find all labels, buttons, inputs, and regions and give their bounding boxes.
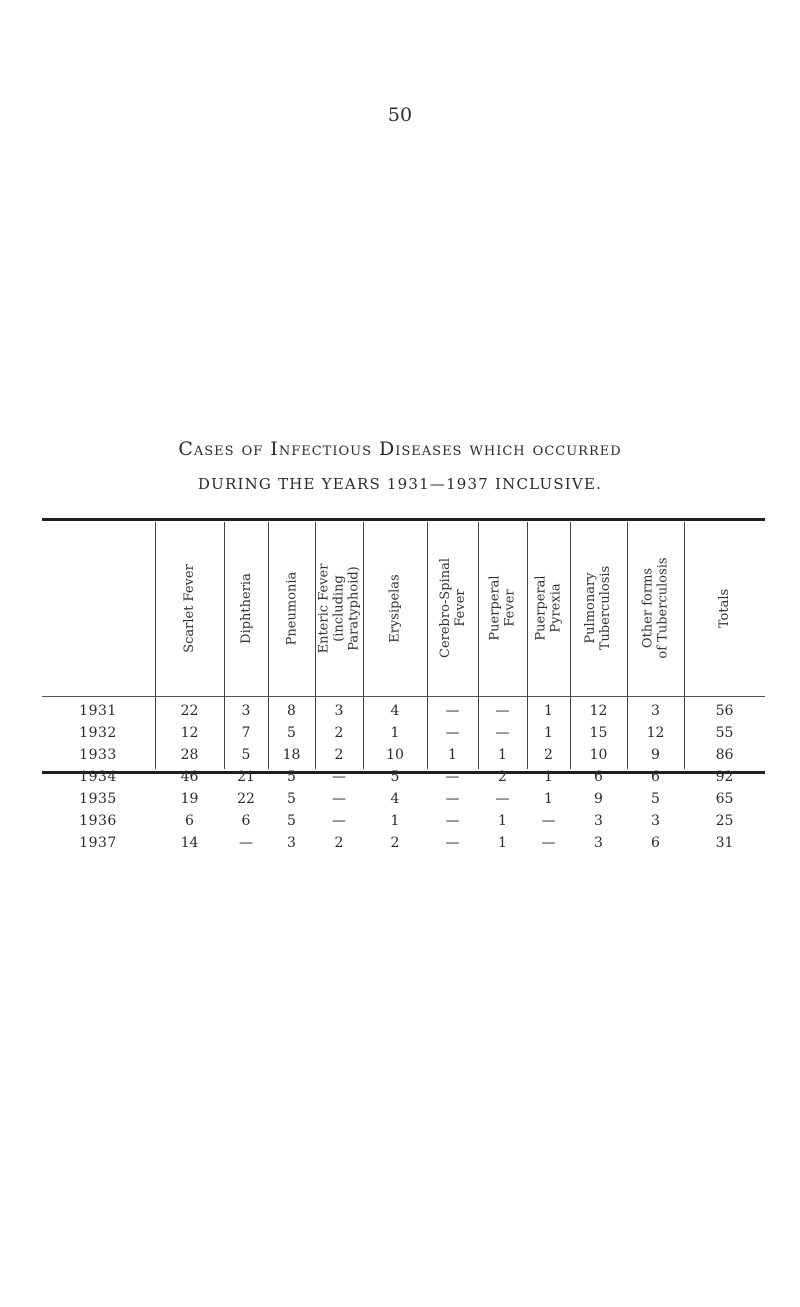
table-cell-diphtheria: 5: [241, 747, 251, 763]
table-cell-pneumonia: 18: [282, 747, 301, 763]
table-cell-cerebro-spinal-fever: 1: [448, 747, 457, 763]
row-year: 1937: [79, 835, 117, 851]
column-header-line: Paratyphoid): [346, 565, 362, 651]
row-year: 1936: [79, 813, 117, 829]
column-header-line: Other forms: [640, 567, 656, 649]
column-header-enteric-fever: [315, 522, 363, 694]
table-cell-cerebro-spinal-fever: —: [445, 703, 460, 719]
row-year: 1933: [79, 747, 117, 763]
column-header-line: Enteric Fever: [316, 563, 332, 653]
table-cell-other-tuberculosis: 12: [646, 725, 665, 741]
table-cell-totals: 56: [715, 703, 734, 719]
column-header-line: Pneumonia: [284, 571, 299, 645]
table-cell-pneumonia: 3: [287, 835, 296, 851]
column-header-line: Fever: [452, 589, 468, 627]
table-cell-pulmonary-tuberculosis: 3: [594, 813, 603, 829]
table-top-rule: [42, 518, 765, 521]
table-cell-scarlet-fever: 46: [180, 769, 199, 785]
table-cell-pulmonary-tuberculosis: 9: [594, 791, 603, 807]
table-title: Cases of Infectious Diseases which occurred: [178, 438, 622, 460]
column-header-label: [239, 573, 254, 644]
table-cell-erysipelas: 4: [390, 791, 400, 807]
table-cell-diphtheria: 21: [237, 769, 255, 785]
table-cell-scarlet-fever: 19: [180, 791, 199, 807]
column-header-line: Scarlet Fever: [182, 563, 197, 653]
column-header-scarlet-fever: [155, 522, 224, 694]
table-cell-pneumonia: 8: [287, 703, 296, 719]
row-year: 1935: [79, 791, 117, 807]
table-cell-puerperal-pyrexia: 1: [544, 791, 553, 807]
table-cell-other-tuberculosis: 3: [651, 703, 660, 719]
table-cell-pulmonary-tuberculosis: 10: [589, 747, 608, 763]
table-cell-puerperal-pyrexia: 2: [544, 747, 553, 763]
column-header-puerperal-fever: [478, 522, 527, 694]
table-cell-enteric-fever: 2: [334, 747, 344, 763]
table-cell-diphtheria: 7: [241, 725, 251, 741]
column-header-totals: [684, 522, 765, 694]
column-header-line: Erysipelas: [387, 573, 403, 643]
table-cell-enteric-fever: —: [332, 791, 346, 807]
table-cell-pneumonia: 5: [287, 725, 296, 741]
column-header-label: [584, 566, 614, 650]
table-cell-scarlet-fever: 12: [180, 725, 199, 741]
table-cell-scarlet-fever: 28: [180, 747, 199, 763]
table-cell-other-tuberculosis: 6: [651, 769, 660, 785]
table-cell-pneumonia: 5: [287, 791, 296, 807]
column-header-label: [488, 575, 518, 640]
table-cell-puerperal-fever: 1: [498, 747, 507, 763]
table-cell-other-tuberculosis: 6: [651, 835, 660, 851]
column-header-line: Pulmonary: [583, 572, 599, 644]
table-cell-erysipelas: 1: [390, 725, 400, 741]
column-header-label: [182, 564, 197, 653]
table-cell-puerperal-fever: 2: [498, 769, 507, 785]
header-divider-rule: [42, 696, 765, 697]
table-cell-puerperal-fever: —: [495, 791, 510, 807]
table-cell-other-tuberculosis: 9: [651, 747, 660, 763]
column-header-pneumonia: [268, 522, 315, 694]
table-cell-enteric-fever: —: [332, 769, 346, 785]
table-cell-diphtheria: —: [239, 835, 253, 851]
column-header-line: Tuberculosis: [598, 565, 614, 651]
column-header-line: Fever: [502, 589, 518, 627]
table-cell-other-tuberculosis: 3: [651, 813, 660, 829]
table-cell-cerebro-spinal-fever: —: [445, 813, 460, 829]
column-header-label: [284, 571, 299, 645]
table-cell-pulmonary-tuberculosis: 3: [594, 835, 603, 851]
column-header-label: [641, 557, 671, 658]
table-cell-scarlet-fever: 6: [185, 813, 194, 829]
table-cell-totals: 55: [715, 725, 734, 741]
table-cell-erysipelas: 2: [390, 835, 400, 851]
table-cell-puerperal-pyrexia: —: [541, 835, 556, 851]
table-cell-erysipelas: 4: [390, 703, 400, 719]
column-header-diphtheria: [224, 522, 268, 694]
column-header-label: [438, 558, 468, 658]
column-header-cerebro-spinal-fever: [427, 522, 478, 694]
table-cell-other-tuberculosis: 5: [651, 791, 660, 807]
column-header-pulmonary-tuberculosis: [570, 522, 627, 694]
table-cell-pneumonia: 5: [287, 813, 296, 829]
table-cell-puerperal-pyrexia: 1: [544, 725, 553, 741]
table-cell-cerebro-spinal-fever: —: [445, 725, 460, 741]
table-cell-pulmonary-tuberculosis: 12: [589, 703, 608, 719]
table-cell-diphtheria: 3: [241, 703, 251, 719]
table-cell-totals: 92: [715, 769, 734, 785]
table-cell-cerebro-spinal-fever: —: [445, 835, 460, 851]
table-cell-pulmonary-tuberculosis: 6: [594, 769, 603, 785]
column-header-line: Diphtheria: [238, 572, 254, 644]
column-header-line: of Tuberculosis: [655, 557, 671, 659]
row-year: 1931: [79, 703, 117, 719]
table-cell-enteric-fever: 2: [334, 725, 344, 741]
column-header-line: Totals: [716, 588, 732, 628]
table-cell-diphtheria: 22: [237, 791, 255, 807]
table-subtitle: DURING THE YEARS 1931—1937 INCLUSIVE.: [197, 475, 603, 493]
column-header-line: Pyrexia: [548, 583, 564, 633]
column-header-line: Puerperal: [533, 575, 549, 641]
table-cell-puerperal-fever: —: [495, 725, 510, 741]
table-cell-puerperal-pyrexia: —: [541, 813, 556, 829]
column-header-label: [534, 575, 564, 640]
table-cell-totals: 65: [715, 791, 734, 807]
column-header-label: [388, 574, 403, 642]
page-number: 50: [387, 104, 413, 126]
table-cell-puerperal-fever: 1: [498, 813, 507, 829]
table-cell-pulmonary-tuberculosis: 15: [589, 725, 608, 741]
column-header-line: Cerebro-Spinal: [437, 558, 453, 658]
row-year: 1934: [79, 769, 117, 785]
table-cell-totals: 31: [715, 835, 734, 851]
table-cell-totals: 25: [715, 813, 734, 829]
column-header-label: [717, 588, 732, 627]
table-cell-puerperal-pyrexia: 1: [544, 769, 553, 785]
table-cell-puerperal-fever: —: [495, 703, 510, 719]
row-year: 1932: [79, 725, 117, 741]
table-cell-pneumonia: 5: [287, 769, 296, 785]
table-cell-scarlet-fever: 22: [180, 703, 199, 719]
table-cell-puerperal-fever: 1: [498, 835, 507, 851]
table-cell-enteric-fever: —: [332, 813, 346, 829]
column-header-erysipelas: [363, 522, 427, 694]
table-cell-cerebro-spinal-fever: —: [445, 791, 460, 807]
column-header-puerperal-pyrexia: [527, 522, 570, 694]
table-cell-erysipelas: 10: [386, 747, 404, 763]
column-header-line: (including: [331, 574, 347, 642]
table-cell-erysipelas: 5: [390, 769, 400, 785]
table-cell-cerebro-spinal-fever: —: [445, 769, 460, 785]
column-header-label: [317, 563, 362, 653]
table-cell-enteric-fever: 2: [334, 835, 344, 851]
column-header-line: Puerperal: [487, 575, 503, 641]
column-header-other-tuberculosis: [627, 522, 684, 694]
table-cell-enteric-fever: 3: [334, 703, 344, 719]
table-cell-puerperal-pyrexia: 1: [544, 703, 553, 719]
table-cell-erysipelas: 1: [390, 813, 400, 829]
table-cell-totals: 86: [715, 747, 734, 763]
table-cell-scarlet-fever: 14: [180, 835, 199, 851]
table-cell-diphtheria: 6: [241, 813, 251, 829]
